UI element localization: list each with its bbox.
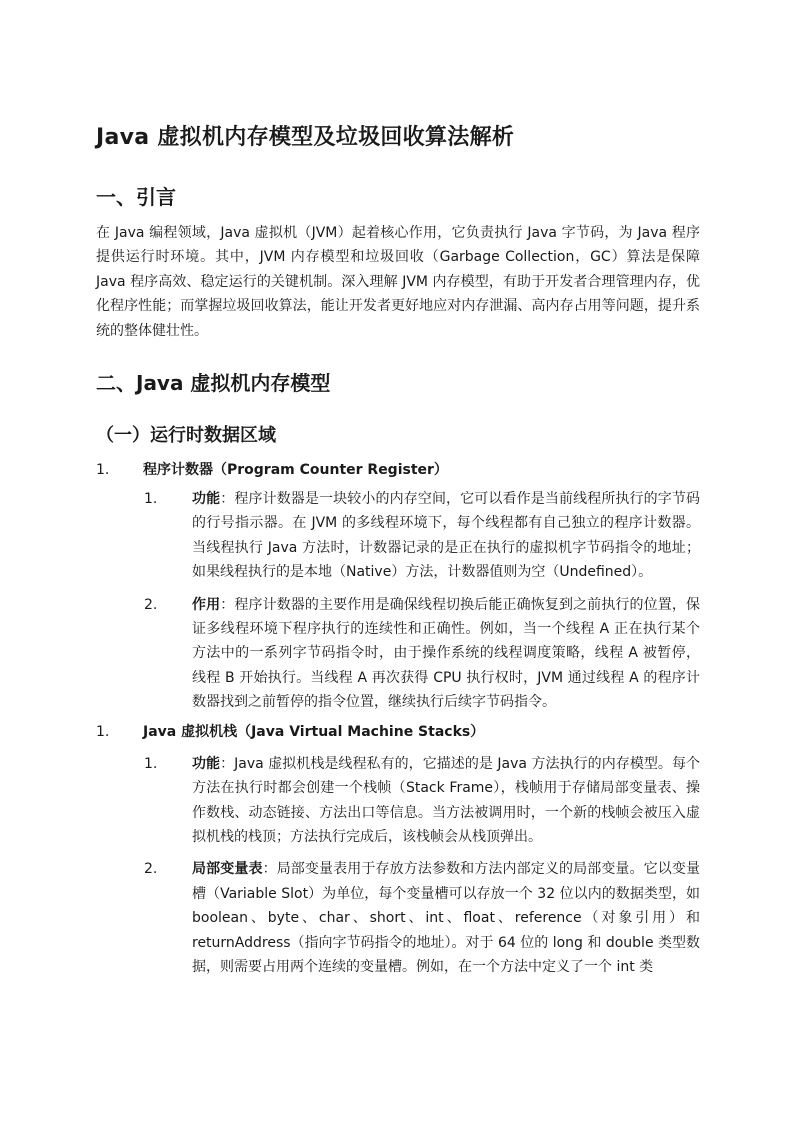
term-description: ：局部变量表用于存放方法参数和方法内部定义的局部变量。它以变量槽（Variable Slot）为单位，每个变量槽可以存放一个 32 位以内的数据类型，如 boolean、byte、char、short、int、float、reference（对象引用）和 returnAddress（指向字节码指令的地址）。对于 64 位的 long 和 double 类型数据，则需要占用两个连续的变量槽。例如，在一个方法中定义了一个 int 类 <box>192 861 701 975</box>
list-number: 1. <box>144 491 158 508</box>
sublist-item-pc-function <box>96 487 700 585</box>
list-item-program-counter <box>96 458 700 482</box>
list-item-jvm-stacks <box>96 720 700 744</box>
list-number: 2. <box>144 596 158 613</box>
subsection-heading-runtime-areas: （一）运行时数据区域 <box>96 425 276 447</box>
list-number: 1. <box>144 755 158 772</box>
document-page <box>96 118 700 979</box>
term-label: 局部变量表 <box>192 861 263 878</box>
section-heading-intro: 一、引言 <box>96 185 176 209</box>
term-description: ：程序计数器的主要作用是确保线程切换后能正确恢复到之前执行的位置，保证多线程环境下程序执行的连续性和正确性。例如，当一个线程 A 正在执行某个方法中的一系列字节码指令时，由于操作系统的线程调度策略，线程 A 被暂停，线程 B 开始执行。当线程 A 再次获得 CPU 执行权时，JVM 通过线程 A 的程序计数器找到之前暂停的指令位置，继续执行后续字节码指令。 <box>192 596 701 711</box>
term-label: 功能 <box>192 491 221 508</box>
list-number: 2. <box>144 861 158 878</box>
term-description: ：Java 虚拟机栈是线程私有的，它描述的是 Java 方法执行的内存模型。每个方法在执行时都会创建一个栈帧（Stack Frame），栈帧用于存储局部变量表、操作数栈、动态链接、方法出口等信息。当方法被调用时，一个新的栈帧会被压入虚拟机栈的栈顶；方法执行完成后，该栈帧会从栈顶弹出。 <box>192 755 700 845</box>
sublist-item-pc-purpose <box>96 593 700 715</box>
term-label: 作用 <box>192 596 221 613</box>
sublist-item-stack-function <box>96 752 700 850</box>
sublist-item-local-variable-table <box>96 857 700 979</box>
list-number: 1. <box>96 462 110 479</box>
list-item-title: Java 虚拟机栈（Java Virtual Machine Stacks） <box>143 723 485 740</box>
term-description: ：程序计数器是一块较小的内存空间，它可以看作是当前线程所执行的字节码的行号指示器。在 JVM 的多线程环境下，每个线程都有自己独立的程序计数器。当线程执行 Java 方法时，计数器记录的是正在执行的虚拟机字节码指令的地址；如果线程执行的是本地（Native）方法，计数器值则为空（Undefined）。 <box>192 491 701 581</box>
term-label: 功能 <box>192 755 221 772</box>
intro-paragraph: 在 Java 编程领域，Java 虚拟机（JVM）起着核心作用，它负责执行 Java 字节码，为 Java 程序提供运行时环境。其中，JVM 内存模型和垃圾回收（Garbage Collection，GC）算法是保障 Java 程序高效、稳定运行的关键机制。深入理解 JVM 内存模型，有助于开发者合理管理内存，优化程序性能；而掌握垃圾回收算法，能让开发者更好地应对内存泄漏、高内存占用等问题，提升系统的整体健壮性。 <box>96 225 700 339</box>
list-item-title: 程序计数器（Program Counter Register） <box>143 462 448 479</box>
document-title: Java 虚拟机内存模型及垃圾回收算法解析 <box>96 125 515 150</box>
section-heading-memory-model: 二、Java 虚拟机内存模型 <box>96 371 331 396</box>
list-number: 1. <box>96 723 110 740</box>
